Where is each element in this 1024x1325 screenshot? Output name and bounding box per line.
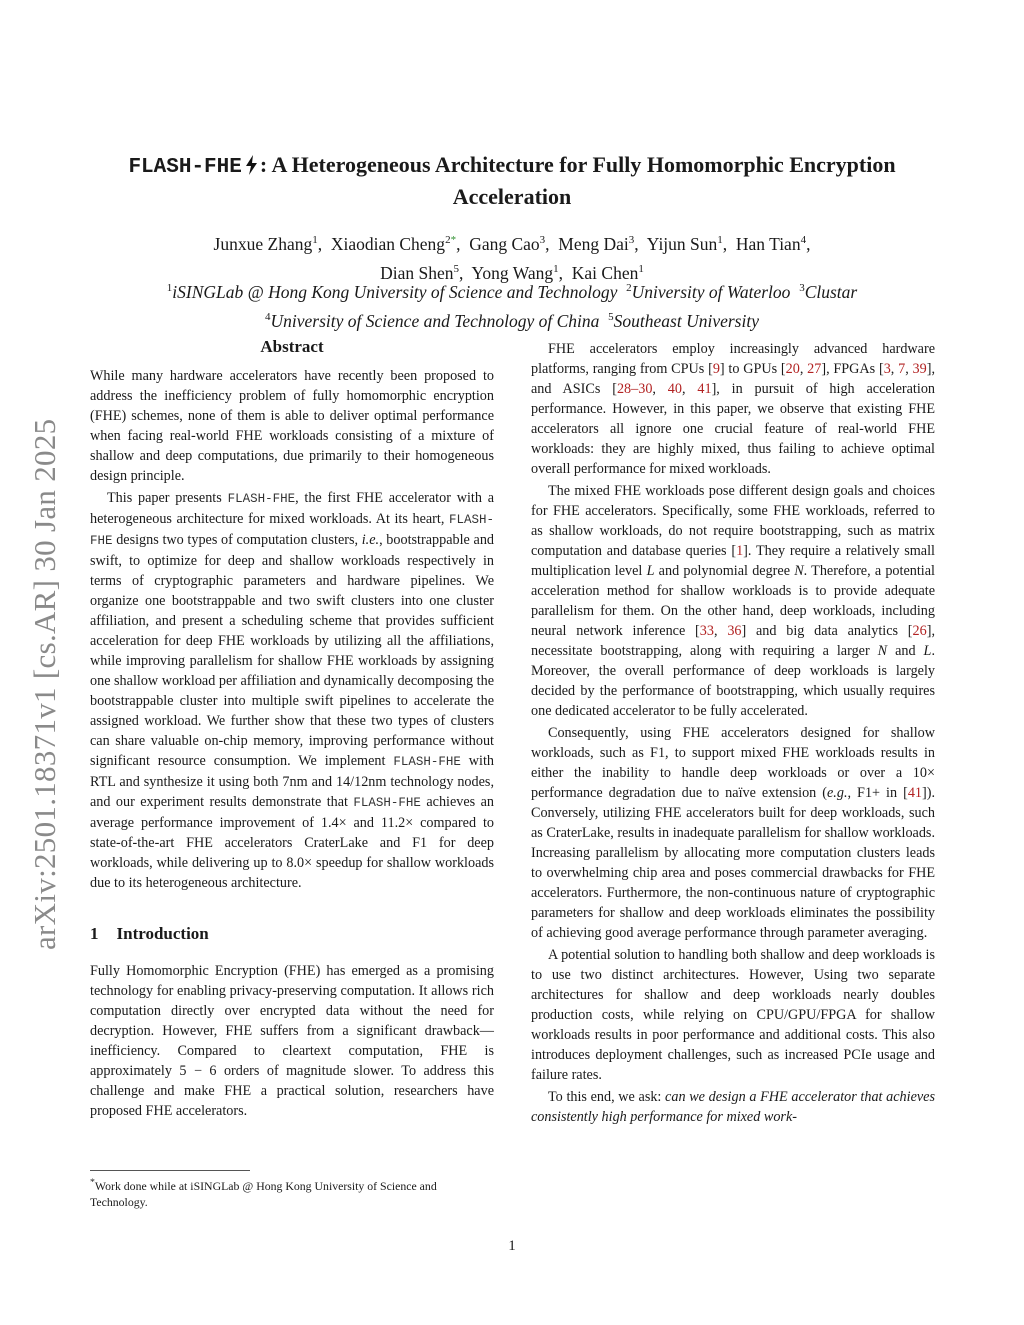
body-paragraph: To this end, we ask: can we design a FHE accelerator that achieves consistently high performance for mixed work- [531, 1089, 935, 1125]
citation-link[interactable]: 33 [699, 623, 714, 639]
author: Kai Chen$^1$ [571, 262, 644, 283]
citation-link[interactable]: 28–30 [616, 381, 653, 397]
author: Dian Shen$^5$ [380, 262, 460, 283]
abstract-heading: Abstract [260, 337, 324, 356]
citation-link[interactable]: 39 [912, 361, 927, 377]
citation-link[interactable]: 41 [907, 785, 922, 801]
affiliation-list [80, 276, 944, 334]
author: Han Tian$^4$ [735, 233, 807, 254]
affiliation: $^5$Southeast University [608, 310, 759, 331]
citation-link[interactable]: 36 [727, 623, 742, 639]
footnote: *Work done while at iSINGLab @ Hong Kong University of Science and Technology. [90, 1177, 437, 1209]
author: Xiaodian Cheng$^{2*}$ [330, 233, 457, 254]
arxiv-identifier: arXiv:2501.18371v1 [cs.AR] 30 Jan 2025 [27, 418, 62, 950]
system-name: FLASH-FHE [128, 156, 242, 179]
paper-title [80, 150, 944, 211]
affiliation: $^1$iSINGLab @ Hong Kong University of Science and Technology [166, 281, 618, 302]
citation-link[interactable]: 3 [883, 361, 891, 377]
author: Junxue Zhang$^1$ [213, 233, 318, 254]
footnote-divider [90, 1170, 250, 1171]
body-paragraph: The mixed FHE workloads pose different design goals and choices for FHE accelerators. Specifically, some FHE workloads, referred to as shallow workloads, do not require bootstrapping, such as matrix computation and database queries [1]. They require a relatively small multiplication level L and polynomial degree N. Therefore, a potential acceleration method for shallow workloads is to provide adequate parallelism for them. On the other hand, deep workloads, including neural network inference [33, 36] and big data analytics [26], necessitate bootstrapping, along with requiring a larger N and L. Moreover, the overall performance of deep workloads is largely decided by the performance of bootstrapping, which usually requires one dedicated accelerator to be fully accelerated. [531, 483, 936, 719]
citation-link[interactable]: 1 [736, 543, 744, 559]
title-text: : A Heterogeneous Architecture for Fully Homomorphic Encryption Acceleration [259, 152, 896, 209]
section-heading-introduction: 1 Introduction [90, 924, 209, 943]
body-paragraph: Consequently, using FHE accelerators designed for shallow workloads, such as F1, to support mixed FHE workloads results in either the inability to handle deep workloads or over a 10× performance degradation due to naïve extension (e.g., F1+ in [41]). Conversely, utilizing FHE accelerators built for deep workloads, such as CraterLake, results in inadequate parallelism for shallow workloads. Increasing parallelism by allocating more computation clusters leads to overwhelming chip area and poses commercial drawbacks for FHE accelerators. Furthermore, the non-continuous nature of cryptographic parameters for shallow and deep workloads eliminates the possibility of achieving good average performance through parameter averaging. [531, 725, 935, 941]
abstract-paragraph: While many hardware accelerators have recently been proposed to address the inefficiency problem of fully homomorphic encryption (FHE) schemes, none of them is able to deliver optimal performance when facing real-world FHE workloads consisting of a mixture of shallow and deep computations, due primarily to their homogeneous design principle. [90, 368, 494, 484]
citation-link[interactable]: 7 [898, 361, 906, 377]
body-paragraph: FHE accelerators employ increasingly advanced hardware platforms, ranging from CPUs [9] to GPUs [20, 27], FPGAs [3, 7, 39], and ASICs [28–30, 40, 41], in pursuit of high acceleration performance. However, in this paper, we observe that existing FHE accelerators all ignore one crucial feature of real-world FHE workloads: they are highly mixed, thus failing to achieve optimal overall performance for mixed workloads. [531, 341, 936, 477]
author: Gang Cao$^3$ [469, 233, 546, 254]
affiliation: $^4$University of Science and Technology of China [265, 310, 600, 331]
citation-link[interactable]: 9 [712, 361, 720, 377]
author-list: Junxue Zhang$^1$, Xiaodian Cheng$^{2*}$, Gang Cao$^3$, Meng Dai$^3$, Yijun Sun$^1$, Han Tian$^4$, Dian Shen$^5$, Yong Wang$^1$, Kai Chen$^1$ [213, 233, 811, 283]
page-number: 1 [508, 1238, 516, 1254]
author: Yijun Sun$^1$ [646, 233, 723, 254]
affiliation: $^2$University of Waterloo [626, 281, 791, 302]
citation-link[interactable]: 40 [667, 381, 682, 397]
author: Yong Wang$^1$ [471, 262, 559, 283]
intro-paragraph: Fully Homomorphic Encryption (FHE) has emerged as a promising technology for enabling privacy-preserving computation. It allows rich computation directly over encrypted data without the need for decryption. However, FHE suffers from a significant drawback—inefficiency. Compared to cleartext computation, FHE is approximately 5 − 6 orders of magnitude slower. To address this challenge and make FHE a practical solution, researchers have proposed FHE accelerators. [90, 963, 494, 1119]
citation-link[interactable]: 20 [785, 361, 800, 377]
lightning-icon [245, 153, 258, 182]
abstract-paragraph: This paper presents FLASH-FHE, the first FHE accelerator with a heterogeneous architecture for mixed workloads. At its heart, FLASH-FHE designs two types of computation clusters, i.e., bootstrappable and swift, to optimize for deep and shallow workloads respectively in terms of cryptographic parameters and hardware pipelines. We organize one bootstrappable and two swift clusters into one cluster affiliation, and present a scheduling scheme that provides sufficient acceleration for deep FHE workloads by utilizing all the affiliations, while improving parallelism for shallow FHE workloads by assigning one shallow workload per affiliation and dynamically decomposing the bootstrappable cluster into multiple swift pipelines to accelerate the assigned workload. We further show that these two types of clusters can share valuable on-chip memory, improving performance without significant resource consumption. We implement FLASH-FHE with RTL and synthesize it using both 7nm and 14/12nm technology nodes, and our experiment results demonstrate that FLASH-FHE achieves an average performance improvement of 1.4× and 11.2× compared to state-of-the-art FHE accelerators CraterLake and F1 for deep workloads, while delivering up to 8.0× speedup for shallow workloads due to its heterogeneous architecture. [90, 490, 495, 891]
author: Meng Dai$^3$ [558, 233, 635, 254]
citation-link[interactable]: 41 [697, 381, 712, 397]
body-paragraph: A potential solution to handling both shallow and deep workloads is to use two distinct architectures. However, Using two separate architectures for shallow and deep workloads nearly doubles production costs, while relying on CPU/GPU/FPGA for shallow workloads results in poor performance and additional costs. This also introduces deployment challenges, such as increased PCIe usage and failure rates. [531, 947, 935, 1083]
right-column [531, 339, 935, 1127]
left-column [90, 336, 494, 1121]
affiliation: $^3$Clustar [799, 281, 858, 302]
citation-link[interactable]: 26 [912, 623, 927, 639]
citation-link[interactable]: 27 [807, 361, 822, 377]
footnote-star: * [450, 234, 457, 246]
